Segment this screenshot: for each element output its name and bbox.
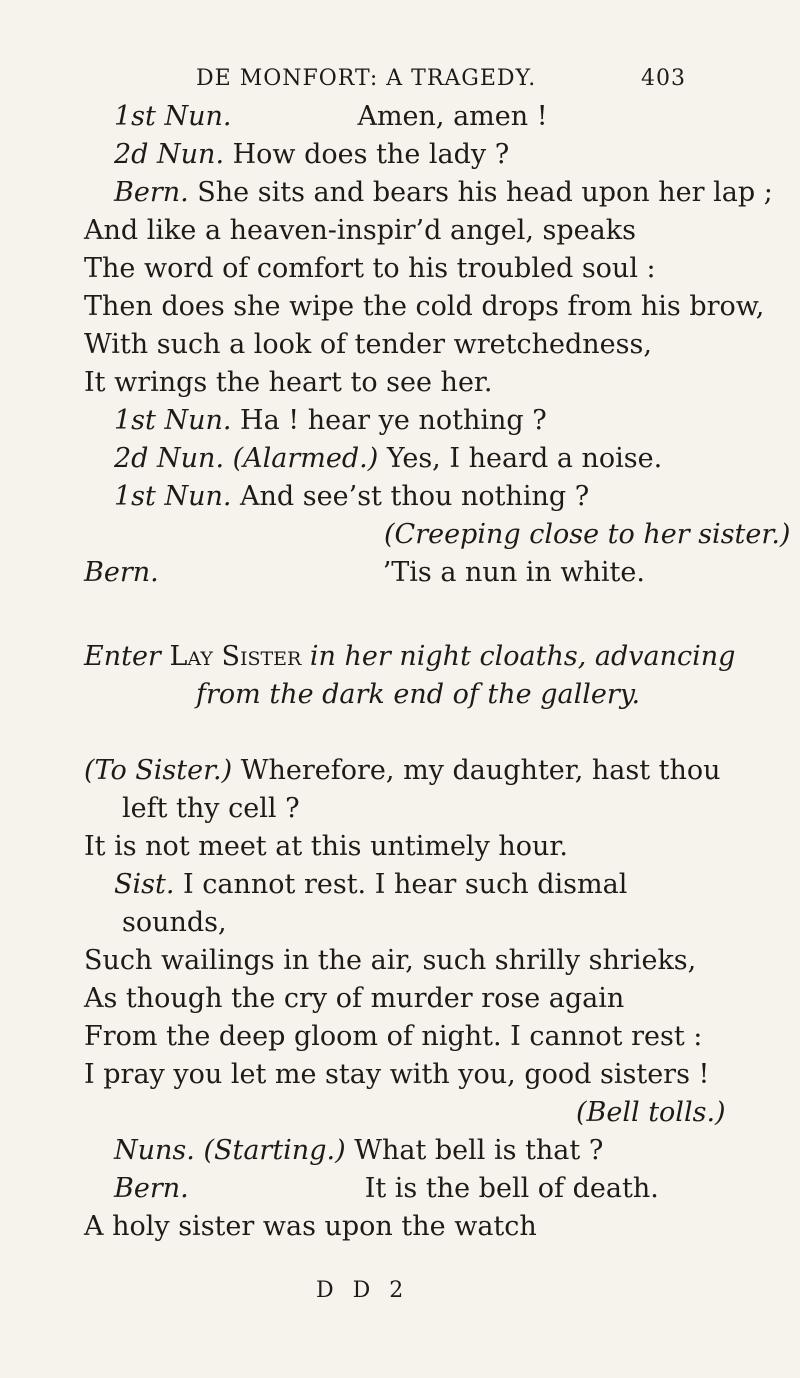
line-text: It is not meet at this untimely hour. <box>84 831 568 862</box>
line-text: Then does she wipe the cold drops from his brow, <box>84 291 765 322</box>
verse-line <box>114 1170 659 1208</box>
stage-direction-line <box>576 1094 726 1132</box>
verse-line <box>84 942 696 980</box>
character-name: Lay Sister <box>169 641 302 672</box>
verse-line <box>114 478 589 516</box>
stage-direction: (To Sister.) <box>84 755 233 786</box>
line-text: ’Tis a nun in white. <box>382 557 645 588</box>
line-text: sounds, <box>122 907 227 938</box>
speaker-name: 1st Nun. <box>114 101 232 132</box>
stage-direction: (Creeping close to her sister.) <box>384 519 791 550</box>
line-text: Wherefore, my daughter, hast thou <box>240 755 721 786</box>
stage-direction-line <box>84 638 735 676</box>
page-number: 403 <box>641 66 686 91</box>
verse-line <box>114 866 627 904</box>
verse-line <box>114 402 547 440</box>
verse-line <box>84 364 492 402</box>
line-text: It wrings the heart to see her. <box>84 367 493 398</box>
signature-mark: D D 2 <box>316 1278 410 1303</box>
verse-line <box>84 212 636 250</box>
enter-word: Enter <box>84 641 161 672</box>
verse-line <box>84 554 645 592</box>
speaker-name: Bern. <box>114 1173 189 1204</box>
line-text: left thy cell ? <box>122 793 300 824</box>
verse-line <box>84 250 656 288</box>
stage-direction-line <box>196 676 640 714</box>
verse-line <box>84 980 624 1018</box>
verse-line <box>114 1132 603 1170</box>
verse-line <box>84 1208 537 1246</box>
line-text: Such wailings in the air, such shrilly shrieks, <box>84 945 697 976</box>
stage-direction: in her night cloaths, advancing <box>309 641 736 672</box>
line-text: She sits and bears his head upon her lap ; <box>197 177 773 208</box>
verse-line <box>122 904 227 942</box>
speaker-name: Nuns. <box>114 1135 195 1166</box>
verse-line <box>122 790 300 828</box>
verse-line <box>114 136 509 174</box>
line-text: I cannot rest. I hear such dismal <box>183 869 628 900</box>
line-text: As though the cry of murder rose again <box>84 983 625 1014</box>
verse-line <box>84 326 652 364</box>
verse-line <box>84 1018 702 1056</box>
verse-line <box>114 174 773 212</box>
line-text: And see’st thou nothing ? <box>240 481 590 512</box>
verse-line <box>114 98 548 136</box>
speaker-name: 2d Nun. <box>114 443 225 474</box>
line-text: The word of comfort to his troubled soul : <box>84 253 656 284</box>
line-text: I pray you let me stay with you, good sisters ! <box>84 1059 710 1090</box>
verse-line <box>84 828 568 866</box>
stage-direction-line <box>384 516 790 554</box>
speaker-name: Sist. <box>114 869 175 900</box>
speaker-name: Bern. <box>114 177 189 208</box>
speaker-name: 1st Nun. <box>114 481 232 512</box>
stage-direction: (Alarmed.) <box>232 443 379 474</box>
line-text: From the deep gloom of night. I cannot rest : <box>84 1021 703 1052</box>
verse-line <box>84 1056 709 1094</box>
line-text: How does the lady ? <box>232 139 510 170</box>
verse-line <box>84 752 721 790</box>
line-text: It is the bell of death. <box>364 1173 659 1204</box>
line-text: Ha ! hear ye nothing ? <box>240 405 547 436</box>
line-text: What bell is that ? <box>354 1135 604 1166</box>
verse-line <box>84 288 764 326</box>
speaker-name: 1st Nun. <box>114 405 232 436</box>
running-title: DE MONFORT: A TRAGEDY. <box>196 66 537 91</box>
line-text: Amen, amen ! <box>357 101 548 132</box>
line-text: A holy sister was upon the watch <box>84 1211 537 1242</box>
speaker-name: 2d Nun. <box>114 139 225 170</box>
speaker-name: Bern. <box>84 557 159 588</box>
stage-direction: (Starting.) <box>203 1135 346 1166</box>
verse-line <box>114 440 662 478</box>
line-text: With such a look of tender wretchedness, <box>84 329 652 360</box>
stage-direction: (Bell tolls.) <box>576 1097 726 1128</box>
line-text: Yes, I heard a noise. <box>386 443 663 474</box>
stage-direction: from the dark end of the gallery. <box>196 679 641 710</box>
line-text: And like a heaven-inspir’d angel, speaks <box>84 215 636 246</box>
